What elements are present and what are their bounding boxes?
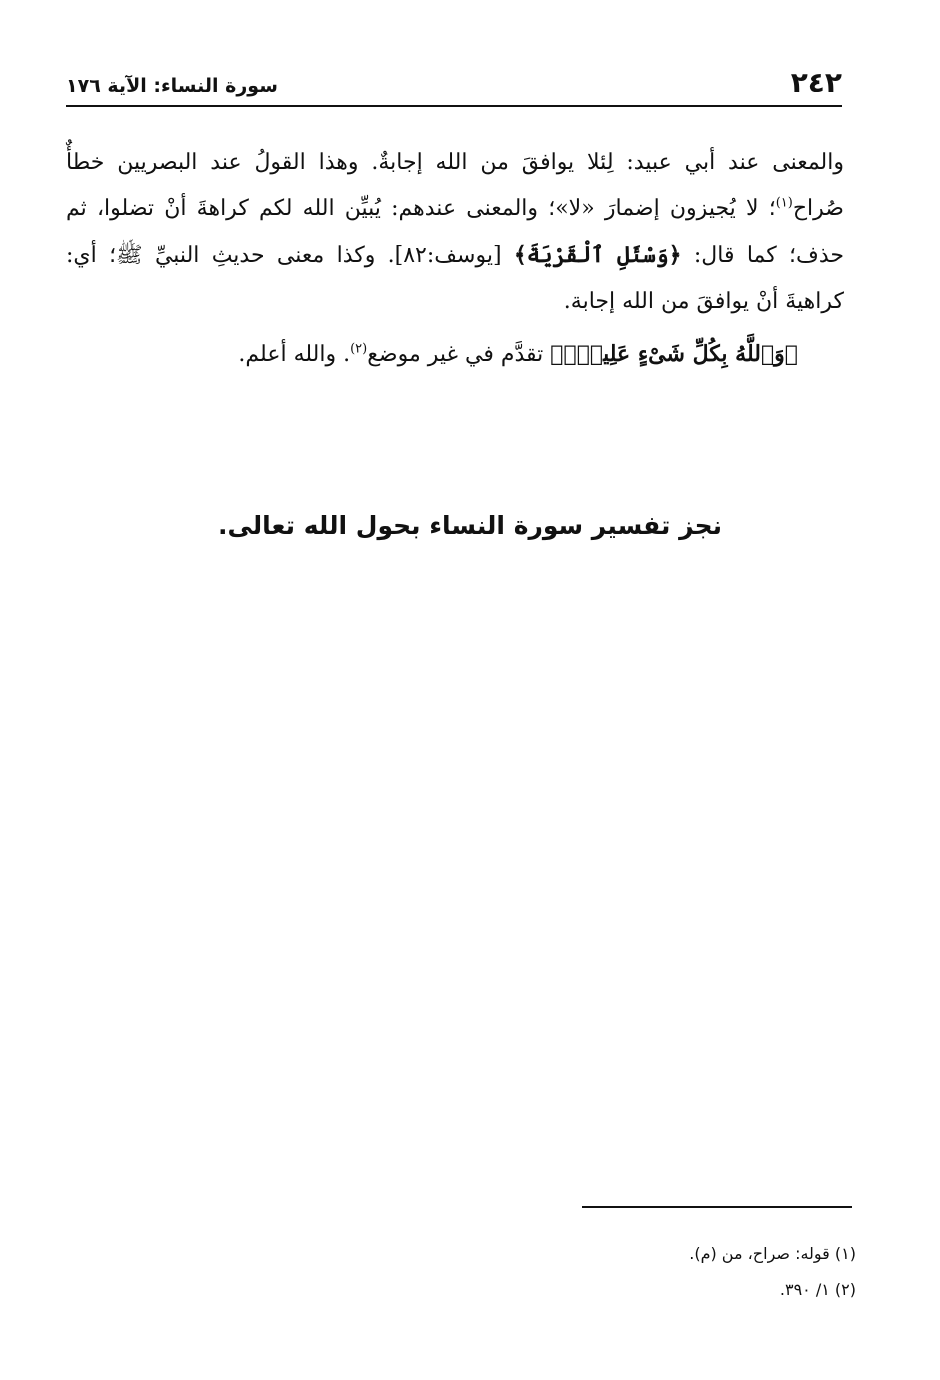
paragraph-2 [66,331,844,378]
running-header-title: سورة النساء: الآية ١٧٦ [66,75,278,97]
paragraph-1-continuation: ؛ لا يُجيزون إضمارَ «لا»؛ والمعنى عندهم: يُبيِّن الله لكم كراهةَ أنْ تضلوا، ثم حذف؛ كما قال: [66,196,844,268]
paragraph-2-text: تقدَّم في غير موضع [367,342,551,367]
paragraph-2-end: . والله أعلم. [238,342,351,367]
footnote-2: (٢) ١/ ٣٩٠. [779,1280,856,1299]
footnote-marker-1: (١) [775,195,793,211]
quran-quote-2: ﴿وَٱللَّهُ بِكُلِّ شَىْءٍ عَلِيمٌۢ﴾ [550,341,798,367]
page-number: ٢٤٢ [790,66,842,99]
footnote-rule [582,1206,852,1208]
paragraph-1 [66,140,844,325]
surah-closing-line: نجز تفسير سورة النساء بحول الله تعالى. [217,511,723,540]
footnote-1: (١) قوله: صراح، من (م). [689,1244,856,1263]
running-header [66,64,842,104]
footnotes [466,1236,856,1308]
paragraph-1-reference: [يوسف:٨٢]. وكذا معنى حديثِ النبيِّ ﷺ؛ أي: كراهيةَ أنْ يوافقَ من الله إجابة. [66,243,844,314]
header-rule [66,105,842,107]
main-text [66,140,844,378]
quran-quote-1: ﴿وَسْئَلِ ٱلْقَرْيَةَ﴾ [513,242,682,268]
paragraph-1-text: والمعنى عند أبي عبيد: لِئلا يوافقَ من الله إجابةٌ. وهذا القولُ عند البصريين خطأٌ صُراح [66,150,844,221]
footnote-marker-2: (٢) [350,341,368,357]
